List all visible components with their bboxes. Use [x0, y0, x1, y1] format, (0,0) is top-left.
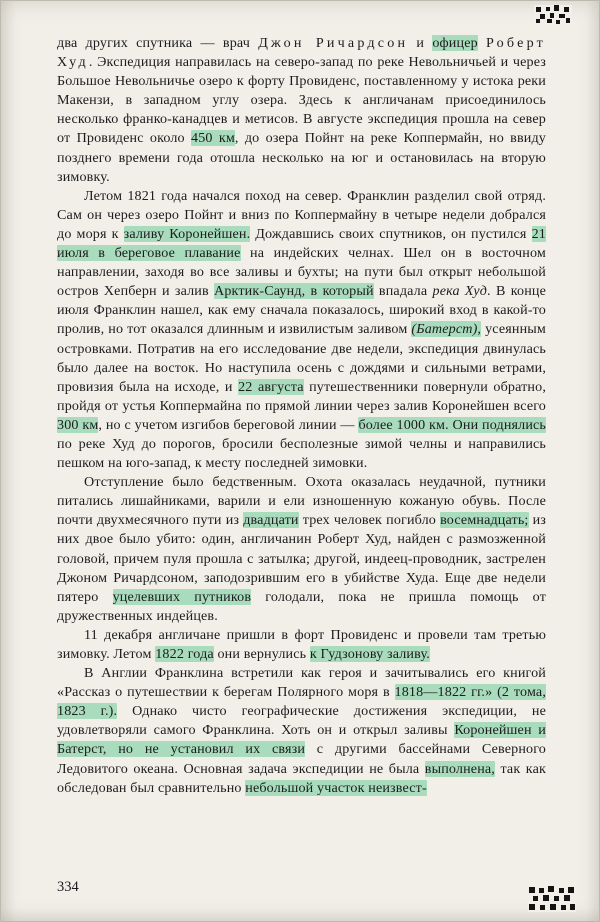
highlighted-text-run: выполнена, — [424, 760, 495, 777]
highlighted-text-run: небольшой участок неизвест- — [245, 779, 427, 796]
text-run: Дождавшись своих спутников, он пустился — [250, 225, 532, 242]
text-run: Однако чисто географические достижения экспедиции, не удовлетворяли самого Франклина. Хоть он и открыл заливы — [57, 703, 547, 739]
text-run: 11 декабря англичане пришли в форт Провиденс и провели там третью зимовку. Летом — [57, 626, 546, 662]
highlighted-text-run: (Батерст), — [411, 321, 482, 338]
highlighted-text-run: 300 км — [57, 416, 99, 433]
text-run: , до озера Пойнт на реке Коппермайн, но ввиду позднего времени года отошла несколько на юг и остановилась на вторую зимовку. — [57, 130, 546, 185]
highlighted-text-run: двадцати — [243, 512, 299, 529]
text-run: впадала — [373, 283, 433, 300]
text-run: они вернулись — [213, 646, 310, 662]
highlighted-text-run: Коронейшен и Батерст, но не установил их связи — [57, 722, 546, 758]
paragraph — [57, 626, 546, 664]
highlighted-text-run: 21 июля в береговое плавание — [57, 225, 546, 262]
page-text — [57, 34, 546, 798]
highlighted-text-run: к Гудзонову заливу. — [309, 646, 430, 662]
text-run: река Худ — [432, 283, 488, 300]
text-run: с другими бассейнами Северного Ледовитого океана. Основная задача экспедиции не была — [57, 741, 546, 777]
paragraph — [57, 187, 546, 473]
highlighted-text-run: уцелевших путников — [112, 588, 252, 605]
text-run: из них двое было убито: один, англичанин Роберт Худ, найден с размозженной головой, причем пуля прошла с затылка; другой, индеец-проводник, застрелен Джоном Ричардсоном, заподозрившим его в убийстве Худа. Еще две недели пятеро — [57, 512, 546, 605]
highlighted-text-run: 1818—1822 гг.» (2 тома, 1823 г.). — [57, 684, 546, 720]
highlighted-text-run: 22 августа — [238, 378, 304, 395]
text-run: путешественники повернули обратно, пройдя от устья Коппермайна по прямой линии через залив Коронейшен всего — [57, 378, 546, 414]
text-run: , но с учетом изгибов береговой линии — — [98, 416, 359, 433]
highlighted-text-run: офицер — [432, 35, 478, 51]
highlighted-text-run: восемнадцать; — [440, 512, 529, 529]
text-run — [478, 35, 486, 51]
scan-artifact-top-right-icon — [534, 5, 572, 25]
text-run: два других спутника — врач — [57, 35, 259, 51]
paragraph — [57, 473, 546, 626]
text-run: так как обследован был сравнительно — [57, 760, 546, 796]
text-run: на индейских челнах. Шел он в восточном направлении, заходя во все заливы и бухты; на пути был открыт небольшой остров Хепберн и залив — [57, 245, 546, 300]
text-run: трех человек погибло — [298, 512, 441, 529]
text-run: . В конце июля Франклин нашел, как ему сначала показалось, широкий вход в какой-то пролив, но тот оказался длинным и извилистым заливом — [57, 283, 546, 338]
text-run: Роберт Худ — [57, 35, 546, 71]
text-run: по реке Худ до порогов, бросили бесполезные зимой челны и направились пешком на юго-запад, к месту последней зимовки. — [57, 435, 546, 472]
text-run: голодали, пока не пришла помощь от дружественных индейцев. — [57, 588, 546, 624]
text-run: усеянным островками. Потратив на его исследование две недели, экспедиция двинулась было далее на восток. Но наступила осень с дождями и сильными ветрами, провизия была на исходе, и — [57, 321, 546, 395]
text-run: Летом 1821 года начался поход на север. Франклин разделил свой отряд. Сам он через озеро Пойнт и вниз по Коппермайну в четыре недели добрался до моря к — [57, 187, 546, 242]
paragraph — [57, 34, 546, 187]
scan-artifact-bottom-right-icon — [528, 886, 576, 912]
text-run: . Экспедиция направилась на северо-запад по реке Невольничьей и через Большое Невольничье озеро к форту Провиденс, поставленному у истока реки Макензи, в западном углу озера. Здесь к англичанам присоединилось несколько франко-канадцев и метисов. В августе экспедиция прошла на север от Провиденс около — [57, 54, 546, 147]
highlighted-text-run: Арктик-Саунд, в который — [214, 283, 374, 300]
paragraph — [57, 664, 546, 798]
highlighted-text-run: 1822 года — [155, 646, 214, 662]
text-run: и — [408, 35, 433, 51]
page-number: 334 — [57, 879, 79, 895]
text-run: В Англии Франклина встретили как героя и зачитывались его книгой «Рассказ о путешествии к берегам Полярного моря в — [57, 665, 546, 701]
text-run: Джон Ричардсон — [258, 35, 409, 51]
highlighted-text-run: заливу Коронейшен. — [123, 225, 251, 242]
text-run: Отступление было бедственным. Охота оказалась неудачной, путники питались лишайниками, варили и ели изношенную кожаную обувь. После почти двухмесячного пути из — [57, 474, 546, 529]
highlighted-text-run: более 1000 км. Они поднялись — [358, 416, 546, 433]
highlighted-text-run: 450 км — [191, 130, 235, 147]
